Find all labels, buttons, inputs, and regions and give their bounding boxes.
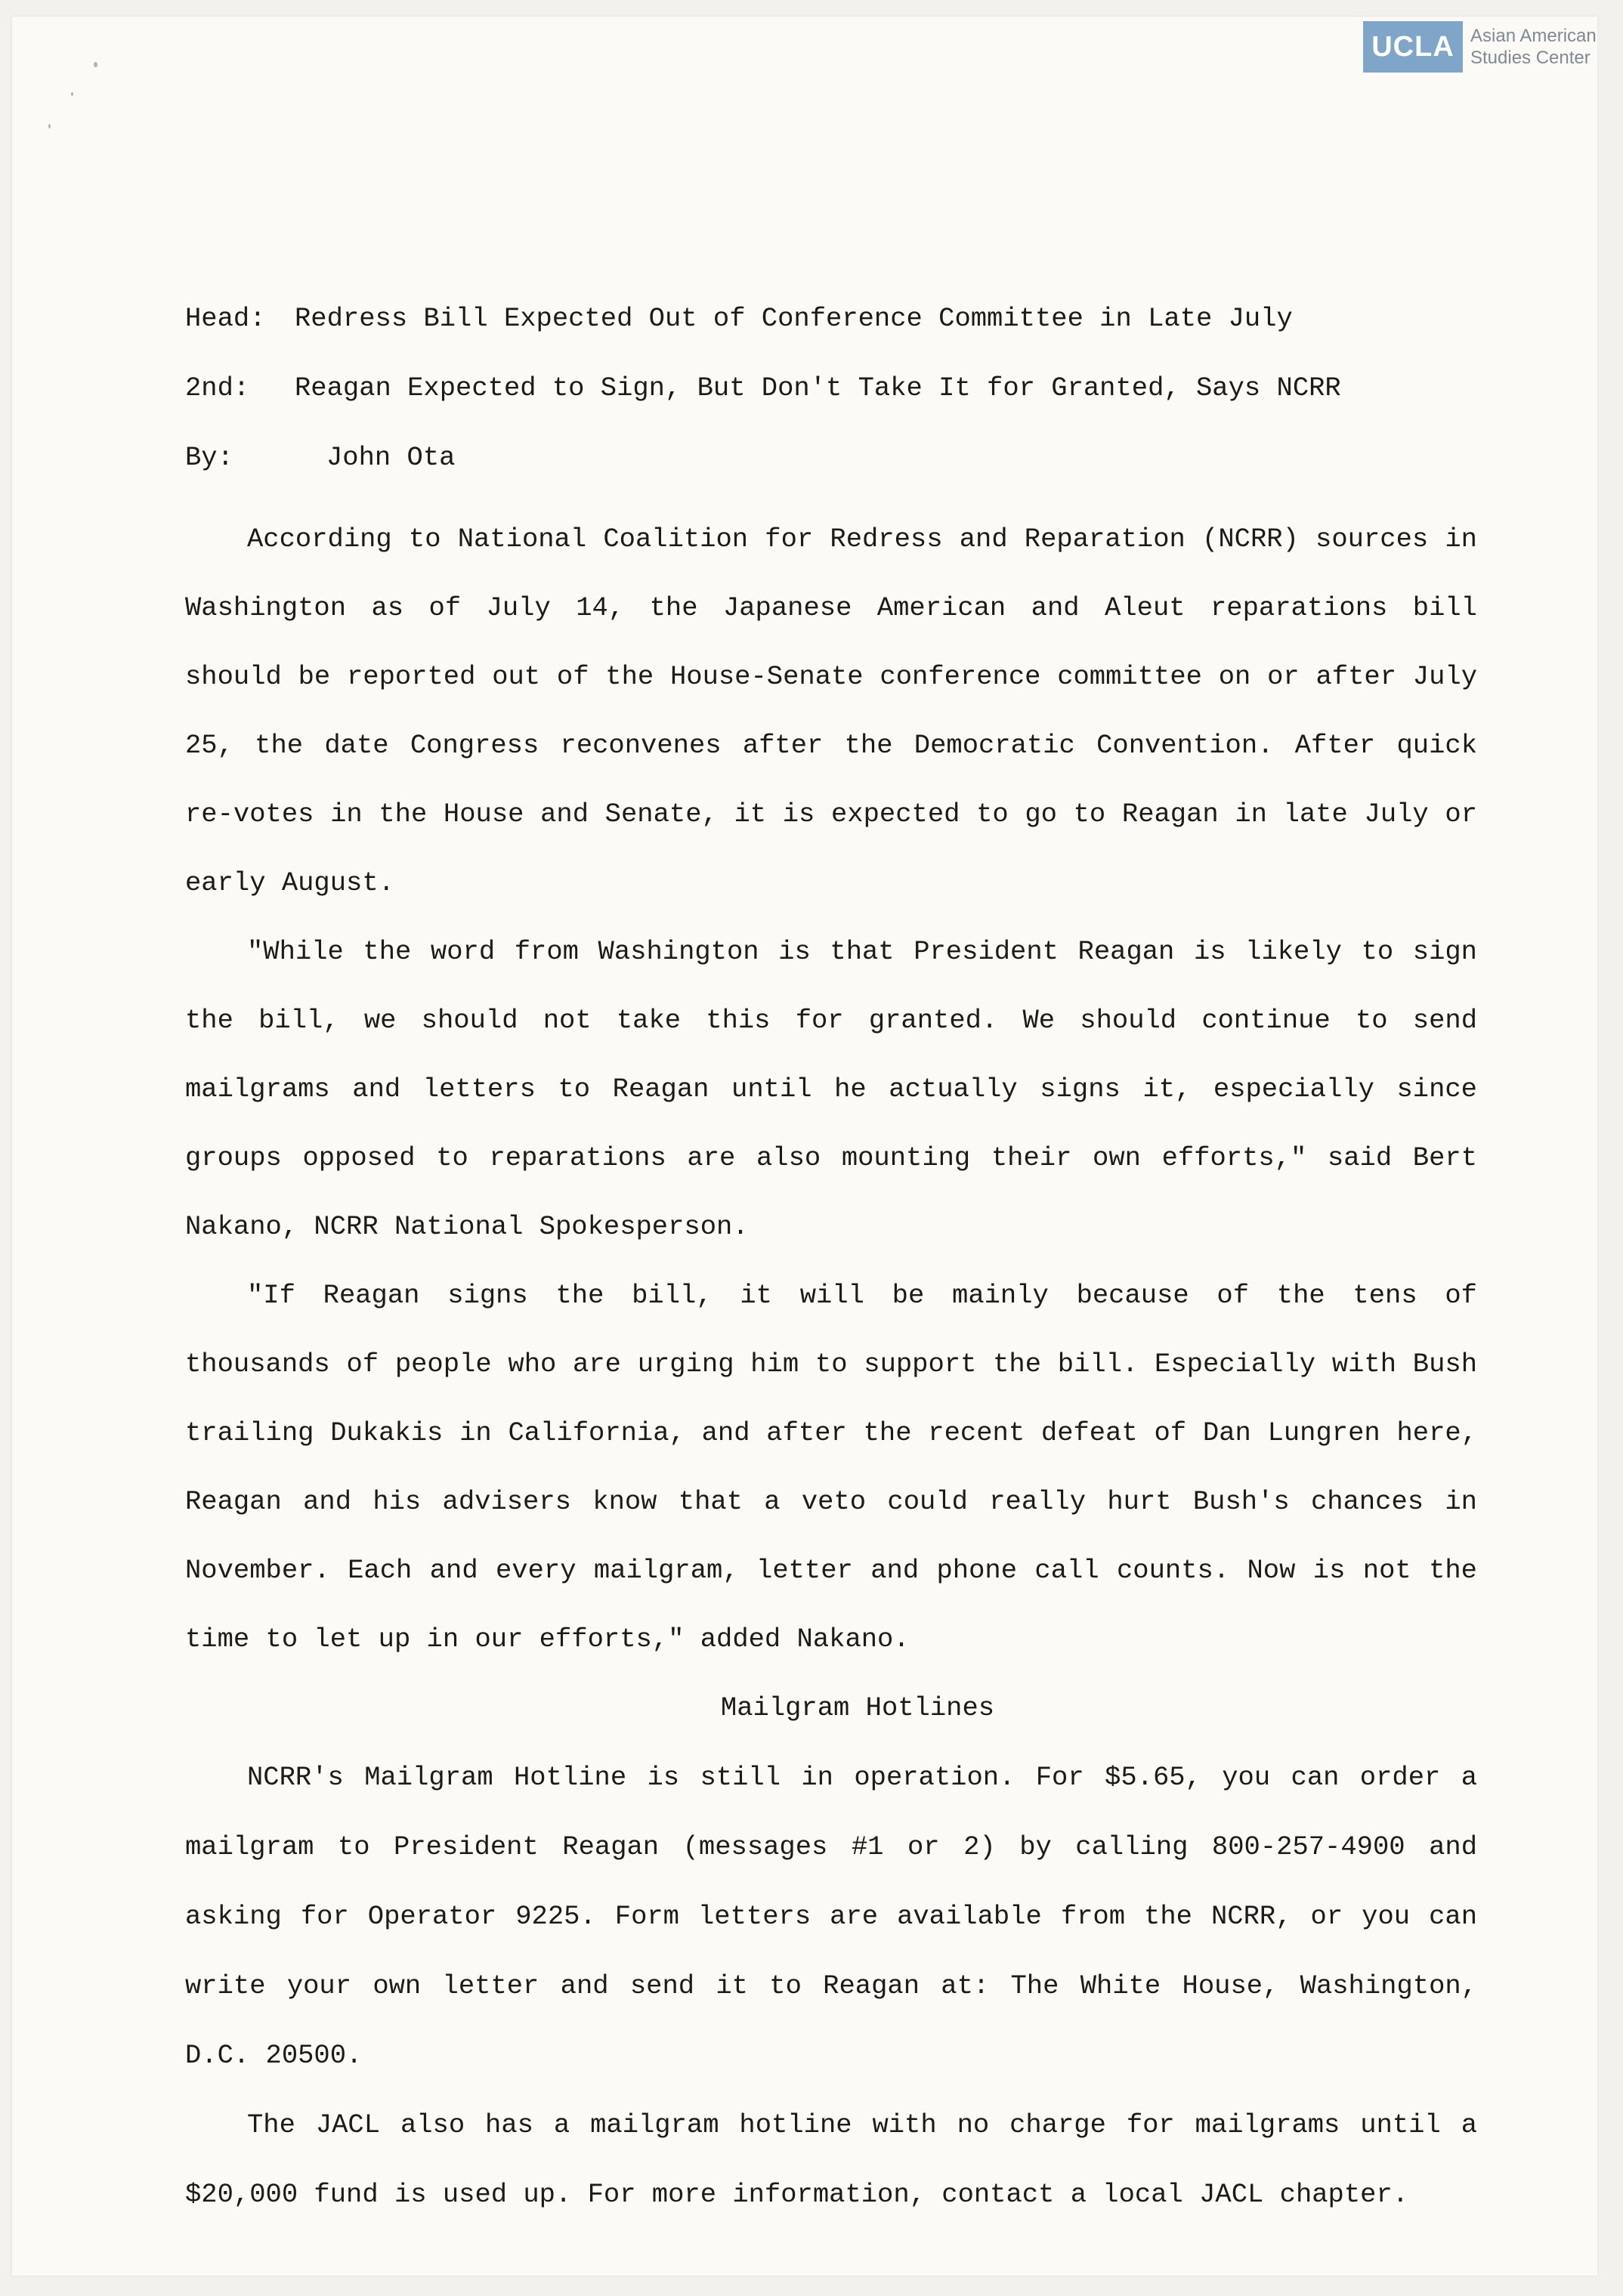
second-head-text: Reagan Expected to Sign, But Don't Take It for Granted, Says NCRR <box>295 372 1341 403</box>
paragraph: "If Reagan signs the bill, it will be mainly because of the tens of thousands of people who are urging him to support the bill. Especially with Bush trailing Dukakis in California, and after the recent defeat of Dan Lungren here, Reagan and his advisers know that a veto could really hurt Bush's chances in November. Each and every mailgram, letter and phone call counts. Now is not the time to let up in our efforts," added Nakano. <box>185 1280 1477 1655</box>
paragraph: According to National Coalition for Redress and Reparation (NCRR) sources in Washington as of July 14, the Japanese American and Aleut reparations bill should be reported out of the House-Senate conference committee on or after July 25, the date Congress reconvenes after the Democratic Convention. After quick re-votes in the House and Senate, it is expected to go to Reagan in late July or early August. <box>185 524 1477 898</box>
byline-label: By: <box>185 442 233 473</box>
ucla-aasc-logo <box>1363 21 1597 73</box>
head-line <box>185 296 1477 366</box>
center-name-line2: Studies Center <box>1470 48 1591 68</box>
paper-speck <box>48 124 51 128</box>
ucla-logo-box: UCLA <box>1363 21 1463 73</box>
paragraph: The JACL also has a mailgram hotline with no charge for mailgrams until a $20,000 fund is used up. For more information, contact a local JACL chapter. <box>185 2109 1477 2210</box>
center-name <box>1470 25 1597 69</box>
paper-speck <box>94 62 97 67</box>
byline-author: John Ota <box>326 442 456 473</box>
section-heading: Mailgram Hotlines <box>720 1692 995 1723</box>
center-name-line1: Asian American <box>1470 26 1597 46</box>
byline <box>185 435 1477 505</box>
paragraph: NCRR's Mailgram Hotline is still in operation. For $5.65, you can order a mailgram to President Reagan (messages #1 or 2) by calling 800-257-4900 and asking for Operator 9225. Form letters are available from the NCRR, or you can write your own letter and send it to Reagan at: The White House, Washington, D.C. 20500. <box>185 1762 1477 2071</box>
paragraph: "While the word from Washington is that President Reagan is likely to sign the bill, we should not take this for granted. We should continue to send mailgrams and letters to Reagan until he actually signs it, especially since groups opposed to reparations are also mounting their own efforts," said Bert Nakano, NCRR National Spokesperson. <box>185 936 1477 1242</box>
head-label: Head: <box>185 303 266 334</box>
second-head-label: 2nd: <box>185 372 250 403</box>
paper-speck <box>71 92 73 96</box>
head-text: Redress Bill Expected Out of Conference Committee in Late July <box>295 303 1293 334</box>
second-head-line <box>185 366 1477 435</box>
press-release-body <box>185 296 1477 2230</box>
